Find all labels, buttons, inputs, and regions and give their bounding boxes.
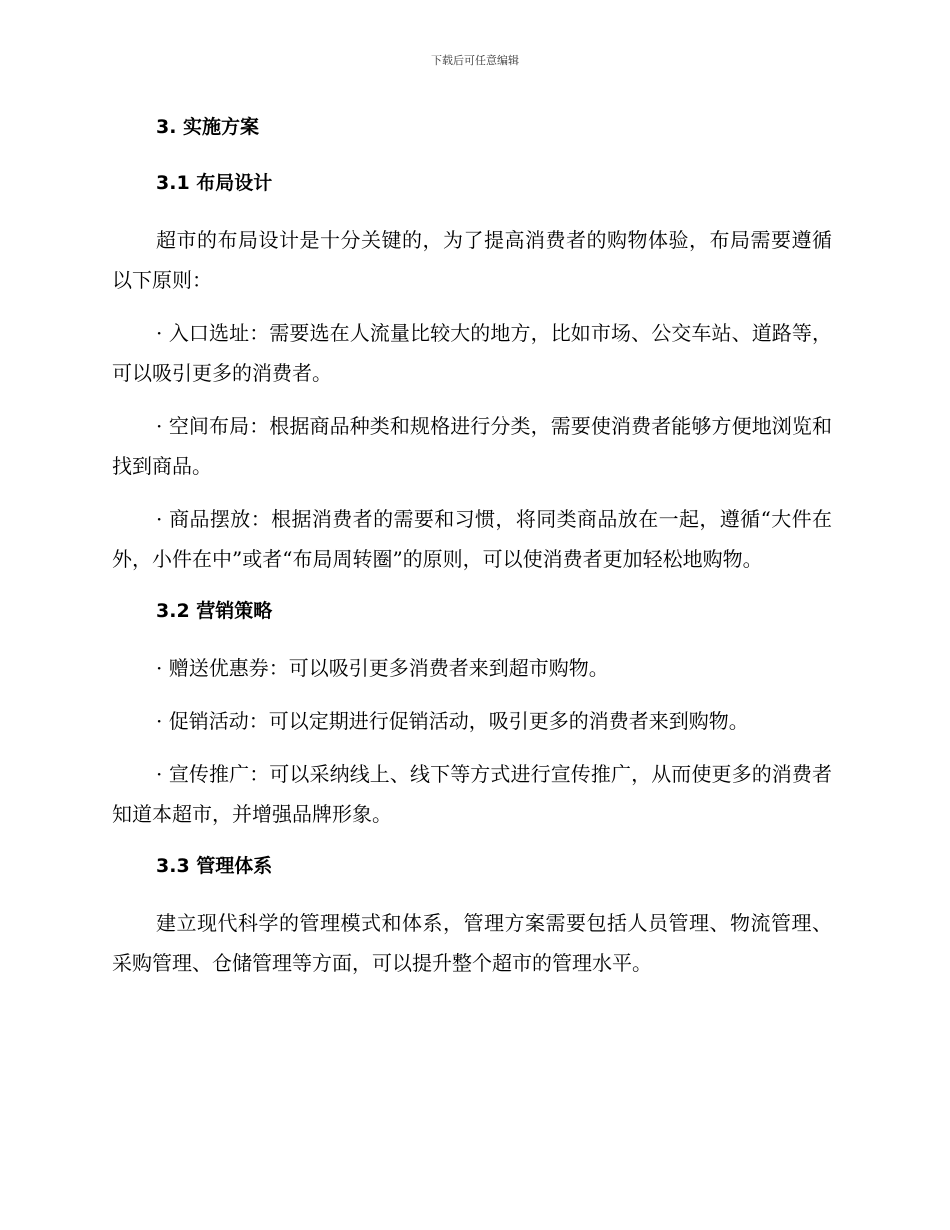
subsection-heading-management: 3.3 管理体系 (156, 855, 273, 877)
bullet-promotions: · 促销活动：可以定期进行促销活动，吸引更多的消费者来到购物。 (156, 709, 749, 733)
subsection-heading-marketing: 3.2 营销策略 (156, 600, 273, 622)
bullet-product-placement: · 商品摆放：根据消费者的需要和习惯，将同类商品放在一起，遵循“大件在外，小件在中”或者“布局周转圈”的原则，可以使消费者更加轻松地购物。 (112, 507, 832, 571)
management-paragraph: 建立现代科学的管理模式和体系，管理方案需要包括人员管理、物流管理、采购管理、仓储管理等方面，可以提升整个超市的管理水平。 (112, 911, 832, 975)
document-body (112, 108, 832, 996)
bullet-entrance-location: · 入口选址：需要选在人流量比较大的地方，比如市场、公交车站、道路等，可以吸引更多的消费者。 (112, 321, 832, 385)
bullet-space-layout: · 空间布局：根据商品种类和规格进行分类，需要使消费者能够方便地浏览和找到商品。 (112, 414, 832, 478)
layout-intro-paragraph: 超市的布局设计是十分关键的，为了提高消费者的购物体验，布局需要遵循以下原则： (112, 228, 832, 292)
bullet-coupons: · 赠送优惠券：可以吸引更多消费者来到超市购物。 (156, 656, 609, 680)
section-heading: 3. 实施方案 (156, 116, 260, 138)
bullet-advertising: · 宣传推广：可以采纳线上、线下等方式进行宣传推广，从而使更多的消费者知道本超市，并增强品牌形象。 (112, 762, 832, 826)
subsection-heading-layout: 3.1 布局设计 (156, 172, 273, 194)
page-header: 下载后可任意编辑 (431, 54, 519, 67)
